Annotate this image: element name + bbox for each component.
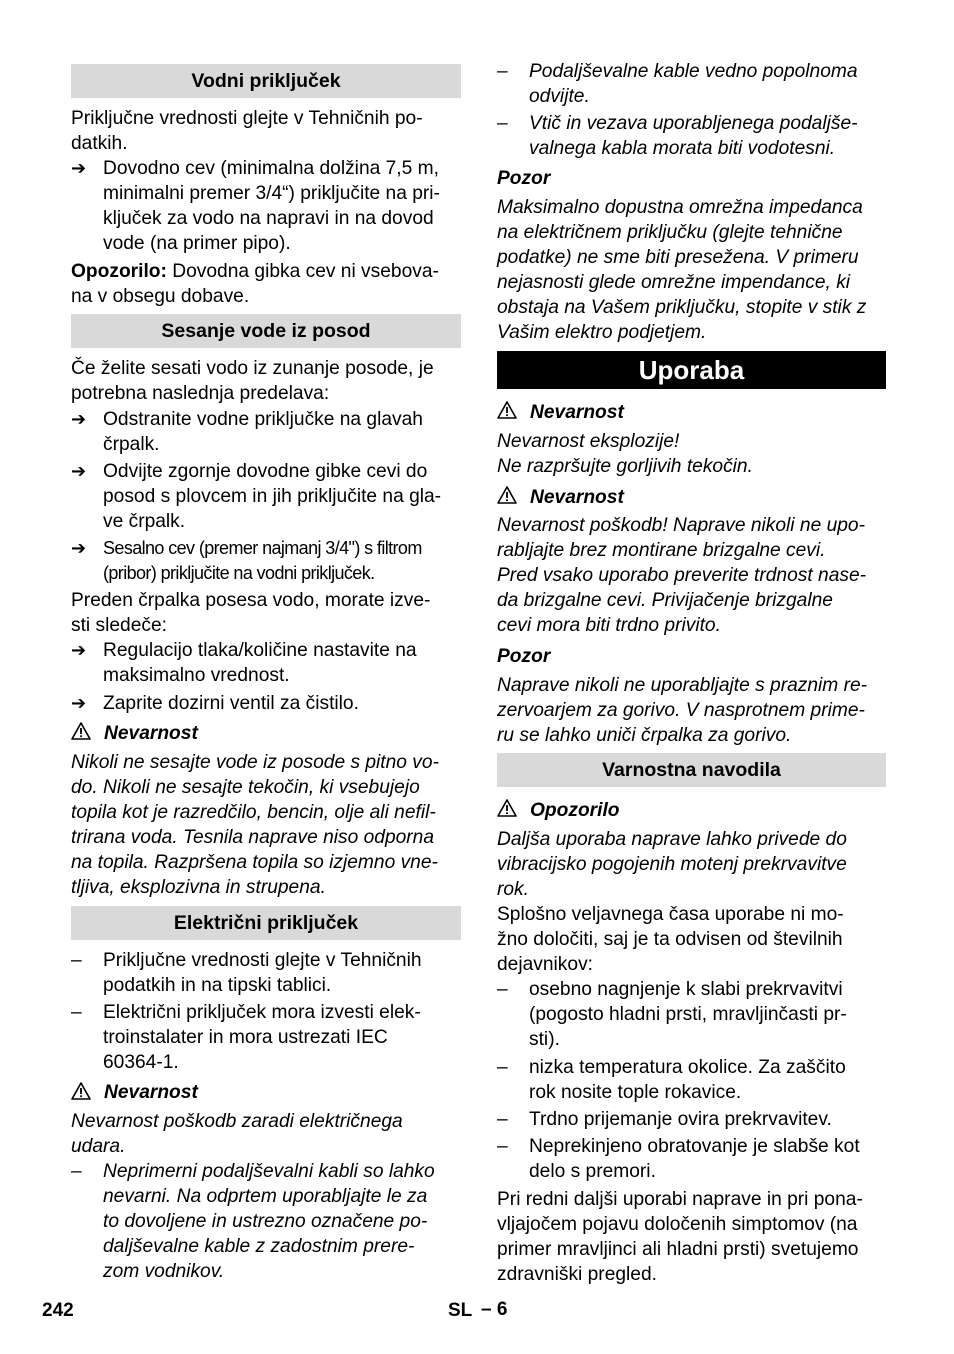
arrow-right-icon: ➔ (71, 409, 87, 429)
list-line: osebno nagnjenje k slabi prekrvavitvi (529, 979, 843, 1000)
list-line: valnega kabla morata biti vodotesni. (529, 138, 836, 159)
warning-text-line: Ne razpršujte gorljivih tekočin. (497, 456, 753, 477)
list-line: Vtič in vezava uporabljenega podaljše- (529, 113, 858, 134)
warning-label: Nevarnost (530, 487, 624, 508)
list-line: odvijte. (529, 86, 590, 107)
step-line: Odvijte zgornje dovodne gibke cevi do (103, 461, 428, 482)
step-line: Zaprite dozirni ventil za čistilo. (103, 693, 359, 714)
warning-text-line: trirana voda. Tesnila naprave niso odporna (71, 827, 435, 848)
paragraph-line: datkih. (71, 133, 128, 154)
paragraph-line: zdravniški pregled. (497, 1264, 657, 1285)
step-line: maksimalno vrednost. (103, 665, 290, 686)
section-title-electrical: Električni priključek (71, 906, 461, 940)
chapter-title: Uporaba (497, 351, 886, 389)
paragraph-line: Pri redni daljši uporabi naprave in pri pona- (497, 1189, 863, 1210)
warning-text-line: da brizgalne cevi. Privijačenje brizgalne (497, 590, 833, 611)
paragraph-line: sti sledeče: (71, 615, 167, 636)
warning-text-line: do. Nikoli ne sesajte tekočin, ki vsebujejo (71, 777, 420, 798)
warning-text-line: rabljajte brez montirane brizgalne cevi. (497, 540, 826, 561)
warning-label: Nevarnost (104, 1082, 198, 1103)
list-line: podatkih in na tipski tablici. (103, 975, 332, 996)
step-line: minimalni premer 3/4“) priključite na pri- (103, 183, 440, 204)
list-line: Priključne vrednosti glejte v Tehničnih (103, 950, 422, 971)
paragraph-line: vljajočem pojavu določenih simptomov (na (497, 1214, 858, 1235)
step-line: Odstranite vodne priključke na glavah (103, 409, 423, 430)
list-line: nizka temperatura okolice. Za zaščito (529, 1057, 846, 1078)
paragraph-line: potrebna naslednja predelava: (71, 383, 330, 404)
warning-triangle-icon (497, 799, 517, 817)
caution-text-line: obstaja na Vašem priključku, stopite v stik z (497, 297, 867, 318)
list-line: Neprekinjeno obratovanje je slabše kot (529, 1136, 860, 1157)
caution-text-line: Vašim elektro podjetjem. (497, 322, 707, 343)
warning-text-line: rok. (497, 879, 529, 900)
note-text: Dovodna gibka cev ni vsebova- (172, 261, 439, 282)
step-line: (pribor) priključite na vodni priključek. (103, 563, 375, 583)
dash-bullet: – (497, 979, 508, 1000)
list-line: rok nosite tople rokavice. (529, 1082, 742, 1103)
warning-label: Nevarnost (530, 402, 624, 423)
arrow-right-icon: ➔ (71, 693, 87, 713)
arrow-right-icon: ➔ (71, 538, 87, 558)
section-title-suction: Sesanje vode iz posod (71, 314, 461, 348)
warning-text-line: Pred vsako uporabo preverite trdnost nase- (497, 565, 867, 586)
dash-bullet: – (497, 61, 508, 82)
dash-bullet: – (497, 1057, 508, 1078)
paragraph-line: dejavnikov: (497, 954, 593, 975)
list-line: nevarni. Na odprtem uporabljajte le za (103, 1186, 428, 1207)
paragraph-line: Priključne vrednosti glejte v Tehničnih po- (71, 108, 423, 129)
list-line: Podaljševalne kable vedno popolnoma (529, 61, 858, 82)
arrow-right-icon: ➔ (71, 158, 87, 178)
paragraph-line: žno določiti, saj je ta odvisen od številnih (497, 929, 843, 950)
list-line: to dovoljene in ustrezno označene po- (103, 1211, 428, 1232)
warning-triangle-icon (497, 486, 517, 504)
note-line: na v obsegu dobave. (71, 286, 250, 307)
warning-triangle-icon (71, 722, 91, 740)
caution-label: Pozor (497, 646, 551, 667)
warning-text-line: tljiva, eksplozivna in strupena. (71, 877, 326, 898)
step-line: Dovodno cev (minimalna dolžina 7,5 m, (103, 158, 439, 179)
warning-text-line: Nevarnost poškodb! Naprave nikoli ne upo- (497, 515, 865, 536)
list-line: Trdno prijemanje ovira prekrvavitev. (529, 1109, 832, 1130)
warning-text-line: Nevarnost eksplozije! (497, 431, 680, 452)
list-line: sti). (529, 1029, 560, 1050)
section-title-water-connection: Vodni priključek (71, 64, 461, 98)
paragraph-line: primer mravljinci ali hladni prsti) svetujemo (497, 1239, 859, 1260)
step-line: Sesalno cev (premer najmanj 3/4") s filtrom (103, 538, 422, 558)
list-line: Neprimerni podaljševalni kabli so lahko (103, 1161, 435, 1182)
section-title-safety: Varnostna navodila (497, 753, 886, 787)
list-line: Električni priključek mora izvesti elek- (103, 1002, 421, 1023)
warning-triangle-icon (497, 401, 517, 419)
step-line: črpalk. (103, 434, 160, 455)
list-line: (pogosto hladni prsti, mravljinčasti pr- (529, 1004, 847, 1025)
note-line (71, 259, 439, 284)
list-line: zom vodnikov. (103, 1261, 225, 1282)
caution-text-line: na električnem priključku (glejte tehnične (497, 222, 843, 243)
caution-text-line: Naprave nikoli ne uporabljajte s praznim re- (497, 675, 868, 696)
list-line: delo s premori. (529, 1161, 656, 1182)
dash-bullet: – (71, 1002, 82, 1023)
caution-text-line: podatke) ne sme biti presežena. V primeru (497, 247, 859, 268)
dash-bullet: – (71, 1161, 82, 1182)
warning-text-line: Daljša uporaba naprave lahko privede do (497, 829, 847, 850)
list-line: 60364-1. (103, 1052, 179, 1073)
caution-label: Pozor (497, 168, 551, 189)
warning-text-line: topila kot je razredčilo, bencin, olje ali nefil- (71, 802, 436, 823)
step-line: ključek za vodo na napravi in na dovod (103, 208, 434, 229)
step-line: posod s plovcem in jih priključite na gla- (103, 486, 442, 507)
list-line: troinstalater in mora ustrezati IEC (103, 1027, 388, 1048)
caution-text-line: nejasnosti glede omrežne impendance, ki (497, 272, 851, 293)
paragraph-line: Splošno veljavnega časa uporabe ni mo- (497, 904, 844, 925)
warning-label: Nevarnost (104, 723, 198, 744)
language-code: SL (448, 1300, 473, 1321)
dash-bullet: – (497, 1109, 508, 1130)
arrow-right-icon: ➔ (71, 461, 87, 481)
dash-bullet: – (497, 113, 508, 134)
dash-bullet: – (71, 950, 82, 971)
warning-text-line: na topila. Razpršena topila so izjemno vne- (71, 852, 438, 873)
warning-text-line: vibracijsko pogojenih motenj prekrvavitve (497, 854, 847, 875)
note-label: Opozorilo: (71, 261, 167, 282)
warning-label: Opozorilo (530, 800, 620, 821)
warning-triangle-icon (71, 1082, 91, 1100)
warning-text-line: Nevarnost poškodb zaradi električnega (71, 1111, 403, 1132)
list-line: daljševalne kable z zadostnim prere- (103, 1236, 415, 1257)
step-line: Regulacijo tlaka/količine nastavite na (103, 640, 417, 661)
step-line: ve črpalk. (103, 511, 186, 532)
paragraph-line: Preden črpalka posesa vodo, morate izve- (71, 590, 431, 611)
sub-page-number: – 6 (481, 1299, 508, 1320)
warning-text-line: udara. (71, 1136, 126, 1157)
paragraph-line: Če želite sesati vodo iz zunanje posode, je (71, 358, 434, 379)
warning-text-line: cevi mora biti trdno privito. (497, 615, 721, 636)
arrow-right-icon: ➔ (71, 640, 87, 660)
dash-bullet: – (497, 1136, 508, 1157)
caution-text-line: ru se lahko uniči črpalka za gorivo. (497, 725, 792, 746)
caution-text-line: zervoarjem za gorivo. V nasprotnem prime- (497, 700, 865, 721)
warning-text-line: Nikoli ne sesajte vode iz posode s pitno vo- (71, 752, 439, 773)
caution-text-line: Maksimalno dopustna omrežna impedanca (497, 197, 863, 218)
page-number: 242 (42, 1300, 74, 1321)
step-line: vode (na primer pipo). (103, 233, 291, 254)
